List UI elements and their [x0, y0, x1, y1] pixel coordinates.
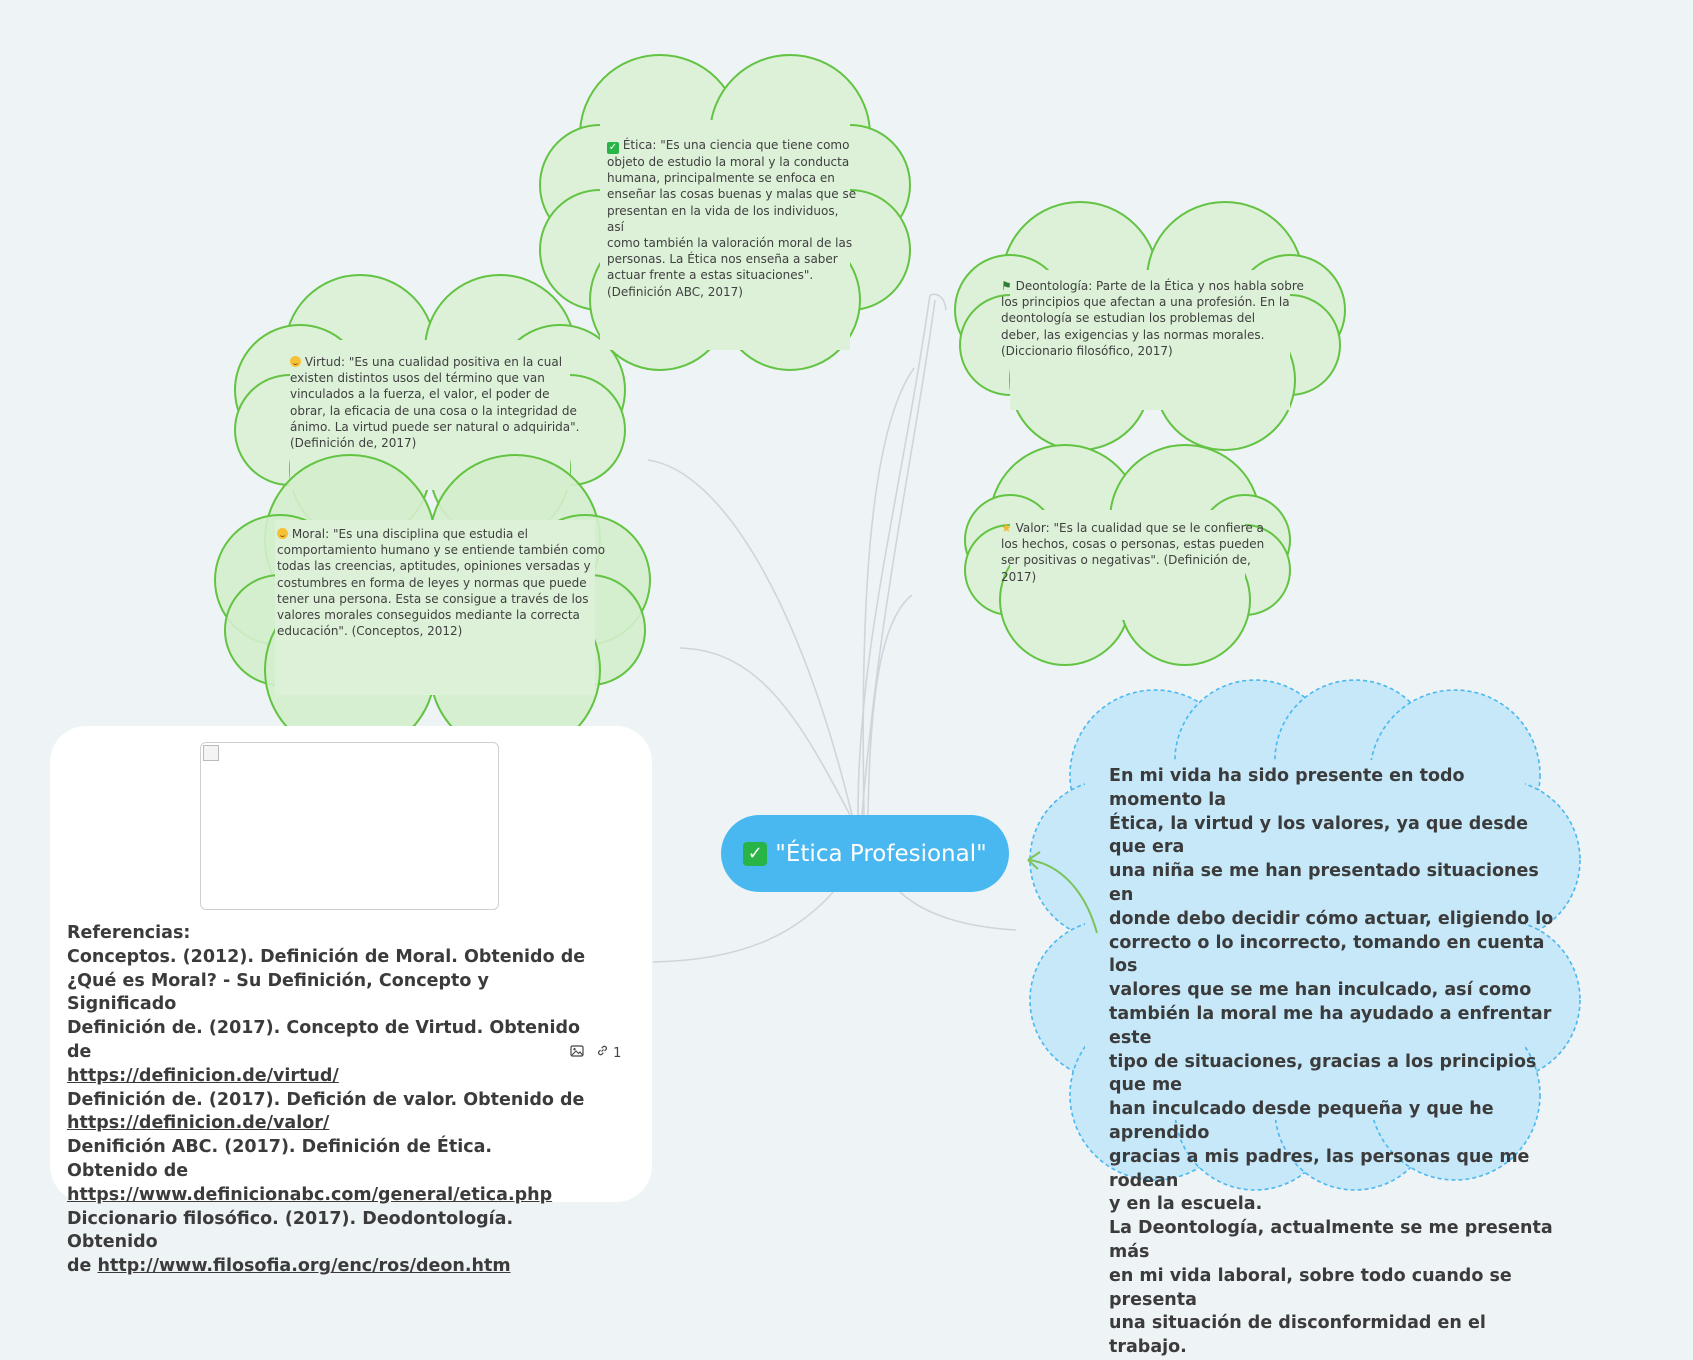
- broken-image[interactable]: [200, 742, 499, 910]
- reflection-line-3: donde debo decidir cómo actuar, eligiendo lo: [1109, 908, 1554, 929]
- link-count[interactable]: [596, 1044, 621, 1061]
- ref-line-3: Definición de. (2017). Concepto de Virtud. Obtenido de: [67, 1018, 581, 1062]
- ref-link-virtud[interactable]: https://definicion.de/virtud/: [67, 1065, 339, 1086]
- reflection-line-11: La Deontología, actualmente se me presenta más: [1109, 1218, 1553, 1262]
- ref-line-7: Denifición ABC. (2017). Definición de Ética. Obtenido de: [67, 1137, 493, 1181]
- node-virtud-line-4: ánimo. La virtud puede ser natural o adquirida".: [290, 419, 580, 434]
- node-etica-line-7: actuar frente a estas situaciones".: [607, 268, 814, 283]
- node-deontologia-line-2: deontología se estudian los problemas del: [1001, 311, 1256, 326]
- node-etica-line-6: personas. La Ética nos enseña a saber: [607, 252, 838, 267]
- node-etica-line-5: como también la valoración moral de las: [607, 236, 853, 251]
- link-count-value: 1: [613, 1046, 622, 1061]
- node-valor-line-0: ★ Valor: "Es la cualidad que se le confiere a: [1001, 521, 1264, 535]
- node-deontologia-line-1: los principios que afectan a una profesión. En la: [1001, 295, 1290, 310]
- reflection-line-12: en mi vida laboral, sobre todo cuando se presenta: [1109, 1265, 1512, 1310]
- node-etica-line-4: presentan en la vida de los individuos, así: [607, 203, 839, 234]
- node-valor-text[interactable]: [1001, 520, 1271, 585]
- reflection-line-0: En mi vida ha sido presente en todo momento la: [1109, 766, 1465, 810]
- node-virtud-line-0: Virtud: "Es una cualidad positiva en la cual: [290, 354, 580, 370]
- reflection-line-9: gracias a mis padres, las personas que me rodean: [1109, 1146, 1530, 1191]
- star-icon: ★: [1001, 521, 1012, 535]
- reflection-line-7: tipo de situaciones, gracias a los principios que me: [1109, 1051, 1537, 1096]
- node-etica-line-0: ✓ Ética: "Es una ciencia que tiene como: [608, 138, 850, 153]
- reflection-line-4: correcto o lo incorrecto, tomando en cuenta los: [1109, 932, 1545, 977]
- node-deontologia-line-4: (Diccionario filosófico, 2017): [1001, 343, 1173, 358]
- node-etica-line-2: humana, principalmente se enfoca en: [607, 171, 835, 186]
- connector-etica-end: [930, 294, 946, 310]
- reflection-line-5: valores que se me han inculcado, así como: [1109, 980, 1532, 1001]
- node-etica-line-3: enseñar las cosas buenas y malas que se: [607, 187, 857, 202]
- check-icon: ✓: [743, 842, 767, 866]
- connector-deontologia: [862, 300, 935, 815]
- ref-line-10-prefix: de: [67, 1256, 98, 1277]
- reflection-line-1: Ética, la virtud y los valores, ya que desde que era: [1109, 813, 1529, 858]
- node-moral-line-4: tener una persona. Esta se consigue a través de los: [277, 591, 589, 606]
- ref-link-etica[interactable]: https://www.definicionabc.com/general/etica.php: [67, 1184, 553, 1205]
- node-deontologia-line-0: ⚑ Deontología: Parte de la Ética y nos habla sobre: [1001, 279, 1304, 293]
- connector-valor: [868, 595, 912, 815]
- node-virtud-line-3: obrar, la eficacia de una cosa o la integridad de: [290, 403, 577, 418]
- reflection-text[interactable]: [1109, 765, 1554, 1360]
- node-valor-line-2: ser positivas o negativas". (Definición de,: [1001, 553, 1251, 568]
- node-moral-line-6: educación". (Conceptos, 2012): [277, 624, 463, 639]
- connector-reflection: [900, 892, 1016, 930]
- references-meta: [570, 1044, 621, 1061]
- link-icon: [596, 1046, 613, 1061]
- ref-line-5: Definición de. (2017). Defición de valor. Obtenido de: [67, 1089, 585, 1110]
- check-icon: ✓: [608, 142, 618, 153]
- node-moral-line-3: costumbres en forma de leyes y normas que puede: [277, 575, 587, 590]
- ref-line-2: ¿Qué es Moral? - Su Definición, Concepto y Significado: [67, 970, 489, 1015]
- references-text: [67, 922, 587, 1279]
- ref-line-0: Referencias:: [67, 923, 191, 943]
- node-moral-text[interactable]: [277, 526, 607, 639]
- node-etica-line-1: objeto de estudio la moral y la conducta: [607, 155, 850, 169]
- central-topic-label: "Ética Profesional": [775, 840, 987, 867]
- node-etica-line-8: (Definición ABC, 2017): [607, 284, 743, 299]
- node-etica-text[interactable]: [607, 137, 857, 300]
- node-valor-line-3: 2017): [1001, 569, 1037, 584]
- node-moral-line-0: Moral: "Es una disciplina que estudia el: [277, 526, 607, 542]
- node-deontologia-line-3: deber, las exigencias y las normas morales.: [1001, 327, 1265, 342]
- references-card[interactable]: [50, 726, 652, 1277]
- node-virtud-line-1: existen distintos usos del término que van: [290, 371, 545, 386]
- reflection-line-10: y en la escuela.: [1109, 1194, 1263, 1215]
- node-moral-line-2: todas las creencias, aptitudes, opiniones versadas y: [277, 559, 591, 574]
- node-deontologia-text[interactable]: [1001, 278, 1311, 359]
- smiley-icon: [277, 528, 288, 539]
- node-virtud-line-2: vinculados a la fuerza, el valor, el poder de: [290, 387, 550, 402]
- image-icon[interactable]: [570, 1045, 584, 1061]
- ref-line-9: Diccionario filosófico. (2017). Deodontología. Obtenido: [67, 1208, 514, 1253]
- node-virtud-text[interactable]: [290, 354, 580, 451]
- flag-icon: ⚑: [1001, 279, 1012, 293]
- reflection-line-13: una situación de disconformidad en el trabajo.: [1109, 1313, 1486, 1358]
- ref-line-1: Conceptos. (2012). Definición de Moral. Obtenido de: [67, 946, 586, 967]
- node-valor-line-1: los hechos, cosas o personas, estas pueden: [1001, 537, 1265, 552]
- connector-moral: [680, 648, 850, 815]
- node-virtud-line-5: (Definición de, 2017): [290, 436, 417, 451]
- central-topic[interactable]: [721, 815, 1009, 892]
- reflection-line-6: también la moral me ha ayudado a enfrentar este: [1109, 1003, 1552, 1048]
- reflection-line-2: una niña se me han presentado situaciones en: [1109, 861, 1539, 905]
- reflection-line-8: han inculcado desde pequeña y que he aprendido: [1109, 1099, 1494, 1143]
- connector-refs: [653, 890, 835, 962]
- node-moral-line-1: comportamiento humano y se entiende también como: [277, 543, 606, 558]
- ref-link-valor[interactable]: https://definicion.de/valor/: [67, 1113, 330, 1134]
- broken-image-icon: [203, 745, 219, 761]
- ref-link-deon[interactable]: http://www.filosofia.org/enc/ros/deon.htm: [97, 1256, 511, 1277]
- smiley-icon: [290, 356, 301, 367]
- node-moral-line-5: valores morales conseguidos mediante la correcta: [277, 608, 580, 623]
